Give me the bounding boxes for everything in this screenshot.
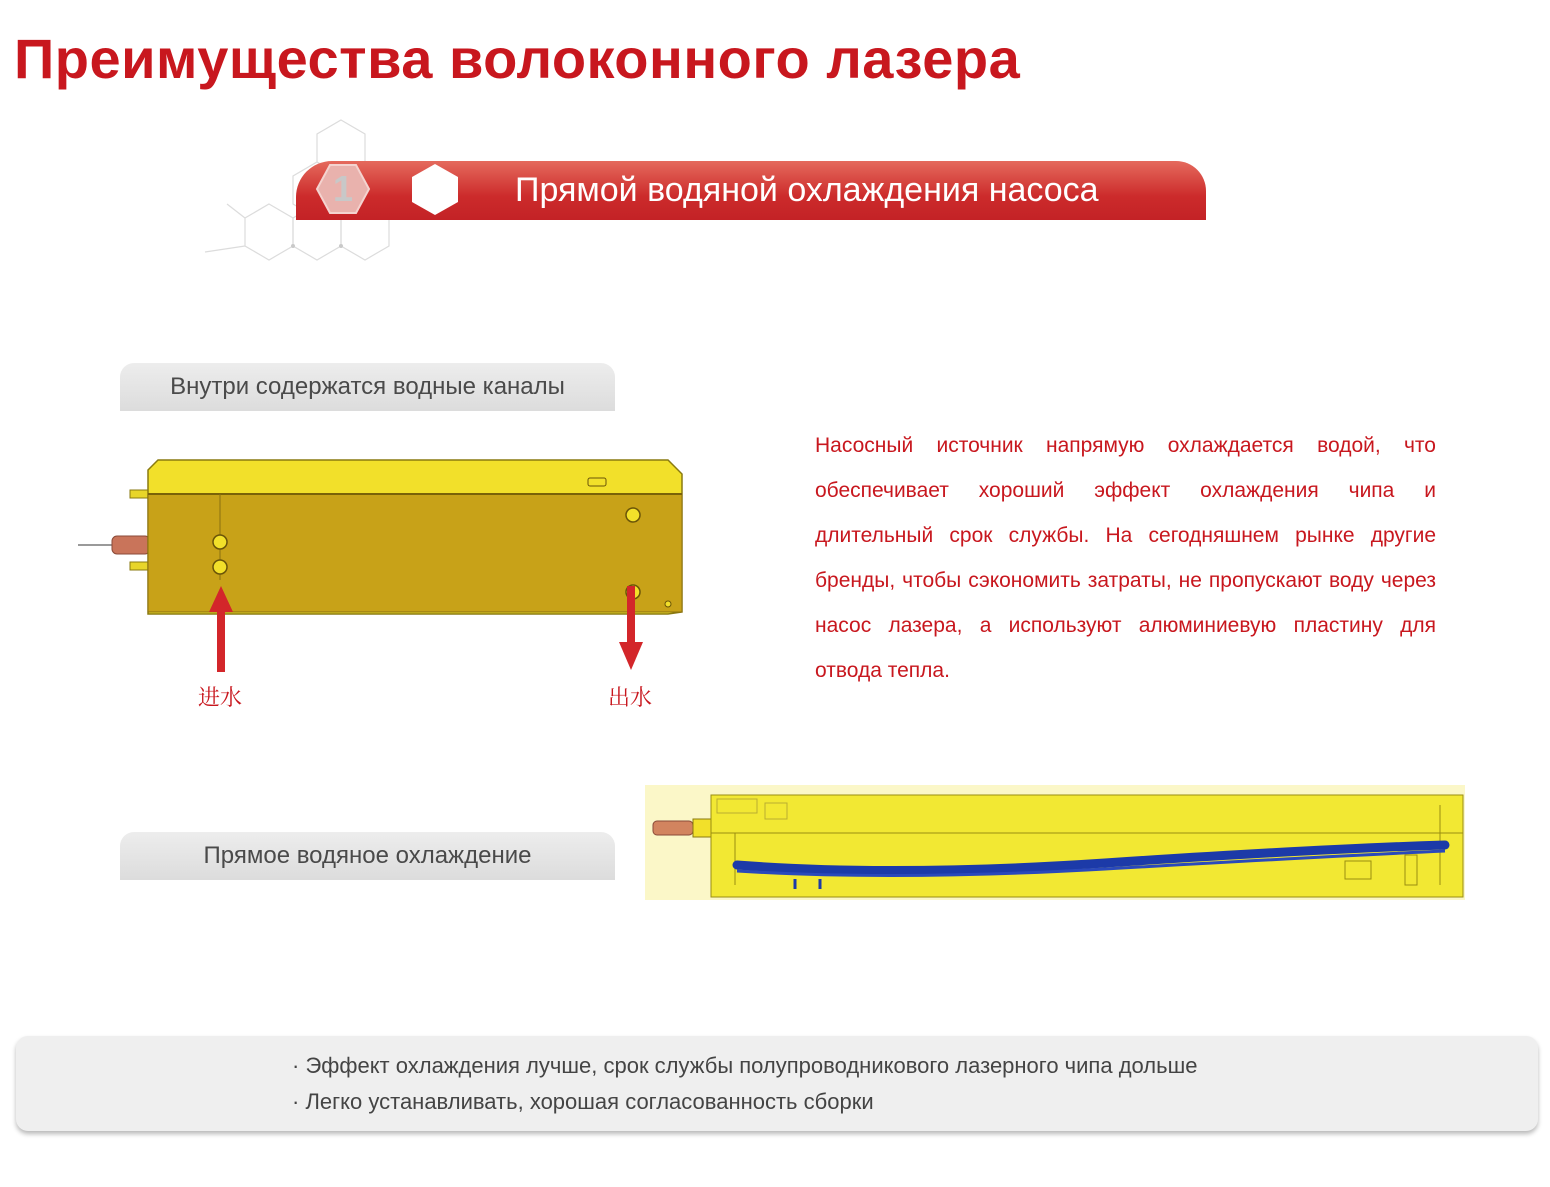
section-number: 1 [332,168,354,209]
summary-list [292,1048,1197,1120]
arrow-down-icon [619,586,643,670]
flow-arrows [200,580,660,680]
label-direct-cooling: Прямое водяное охлаждение [120,832,615,880]
section-title: Прямой водяной охлаждения насоса [515,171,1099,209]
pump-cross-section-illustration [645,785,1465,900]
outlet-label: 出水 [608,685,653,710]
inlet-label: 进水 [198,685,243,710]
page-title: Преимущества волоконного лазера [14,27,1021,90]
label-water-channels: Внутри содержатся водные каналы [120,363,615,411]
hexagon-icon [410,162,460,217]
description-text: Насосный источник напрямую охлаждается водой, что обеспечивает хороший эффект охлаждения чипа и длительный срок службы. На сегодняшнем рынке другие бренды, чтобы сэкономить затраты, не пропускают воду через насос лазера, а используют алюминиевую пластину для отвода тепла. [815,434,1436,682]
summary-item: · Эффект охлаждения лучше, срок службы полупроводникового лазерного чипа дольше [292,1053,1198,1078]
summary-item: · Легко устанавливать, хорошая согласованность сборки [292,1089,874,1114]
arrow-up-icon [209,586,233,672]
